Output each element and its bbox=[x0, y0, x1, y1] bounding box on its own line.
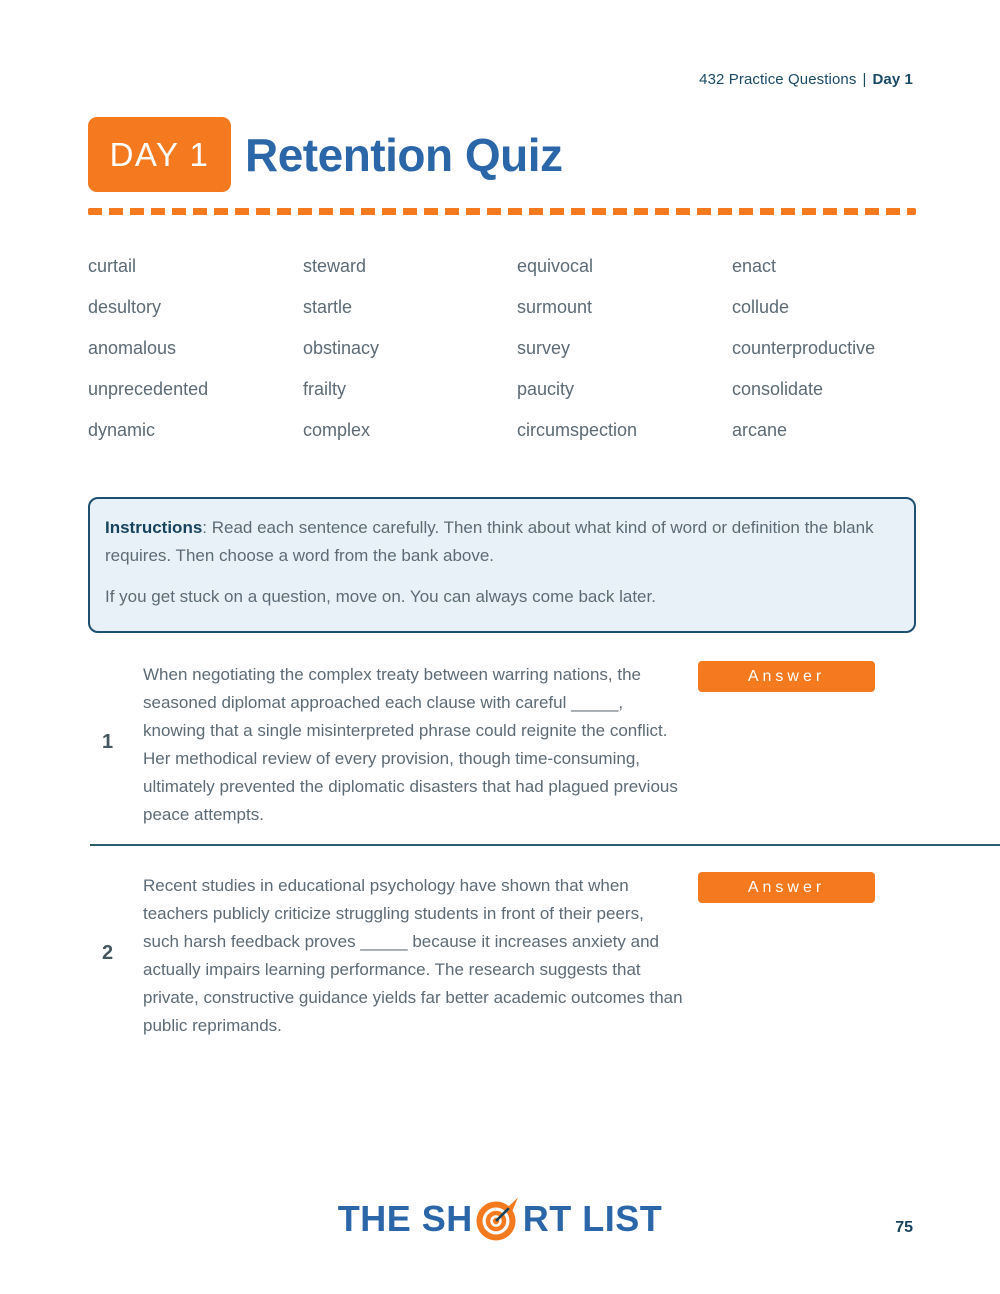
question-item-2 bbox=[88, 866, 1000, 1040]
word-bank-item: unprecedented bbox=[88, 379, 209, 399]
question-number-column bbox=[88, 655, 143, 829]
instructions-label: Instructions bbox=[105, 518, 203, 537]
word-bank-item: surmount bbox=[517, 297, 593, 317]
question-text: Recent studies in educational psychology have shown that when teachers publicly criticize struggling students in front of their peers, such harsh feedback proves _____ because it increases anxiety and actually impairs learning performance. The research suggests that private, constructive guidance yields far better academic outcomes than public reprimands. bbox=[143, 876, 683, 1035]
word-bank-item: curtail bbox=[88, 256, 137, 276]
word-bank-item: complex bbox=[303, 420, 371, 440]
answer-button-1[interactable]: Answer bbox=[698, 661, 875, 692]
header-separator: | bbox=[862, 71, 867, 88]
answer-column bbox=[683, 866, 875, 1040]
word-bank-item: anomalous bbox=[88, 338, 177, 358]
word-bank-item: counterproductive bbox=[732, 338, 876, 358]
question-number: 2 bbox=[102, 941, 114, 964]
answer-button-2[interactable]: Answer bbox=[698, 872, 875, 903]
word-bank-item: enact bbox=[732, 256, 777, 276]
word-bank bbox=[88, 254, 916, 459]
word-bank-item: dynamic bbox=[88, 420, 156, 440]
page-title: Retention Quiz bbox=[245, 128, 563, 181]
word-bank-item: collude bbox=[732, 297, 790, 317]
target-icon bbox=[473, 1196, 523, 1242]
instructions-paragraph-1 bbox=[105, 514, 894, 570]
question-number: 1 bbox=[102, 730, 114, 753]
instructions-text-1: : Read each sentence carefully. Then think about what kind of word or definition the blank requires. Then choose a word from the bank above. bbox=[105, 518, 874, 565]
word-bank-item: equivocal bbox=[517, 256, 594, 276]
footer-logo bbox=[0, 1196, 1000, 1242]
answer-column bbox=[683, 655, 875, 829]
logo-text-left: THE SH bbox=[337, 1198, 473, 1239]
day-badge: DAY 1 bbox=[88, 117, 231, 192]
word-bank-item: frailty bbox=[303, 379, 347, 399]
word-bank-item: circumspection bbox=[517, 420, 638, 440]
word-bank-item: startle bbox=[303, 297, 353, 317]
word-bank-item: arcane bbox=[732, 420, 788, 440]
word-bank-item: steward bbox=[303, 256, 367, 276]
header-meta bbox=[699, 71, 913, 88]
word-bank-item: survey bbox=[517, 338, 571, 358]
word-bank-item: obstinacy bbox=[303, 338, 380, 358]
instructions-box bbox=[88, 497, 916, 633]
word-bank-item: paucity bbox=[517, 379, 575, 399]
question-divider bbox=[90, 844, 1000, 846]
logo-text-right: RT LIST bbox=[522, 1198, 663, 1239]
title-row bbox=[88, 117, 915, 192]
header-questions-count: 432 Practice Questions bbox=[699, 71, 857, 88]
question-text: When negotiating the complex treaty between warring nations, the seasoned diplomat approached each clause with careful _____, knowing that a single misinterpreted phrase could reignite the conflict. Her methodical review of every provision, though time-consuming, ultimately prevented the diplomatic disasters that had plagued previous peace attempts. bbox=[143, 665, 678, 824]
page-number: 75 bbox=[895, 1219, 913, 1236]
questions-list bbox=[88, 655, 1000, 1040]
word-bank-item: desultory bbox=[88, 297, 162, 317]
dashed-divider bbox=[88, 208, 916, 215]
question-number-column bbox=[88, 866, 143, 1040]
header-day-label: Day 1 bbox=[872, 71, 913, 88]
question-item-1 bbox=[88, 655, 1000, 829]
word-bank-item: consolidate bbox=[732, 379, 824, 399]
instructions-paragraph-2: If you get stuck on a question, move on. You can always come back later. bbox=[105, 587, 656, 606]
